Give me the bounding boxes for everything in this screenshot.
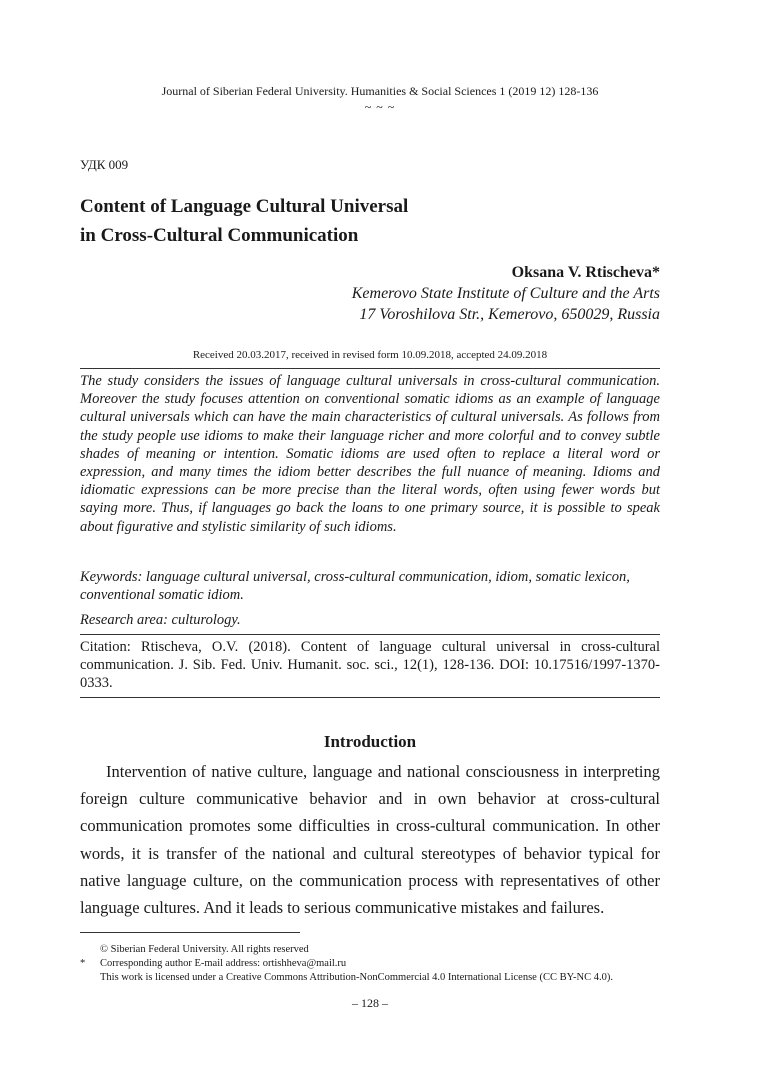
footnote-divider [80, 932, 300, 933]
divider [80, 368, 660, 369]
section-heading: Introduction [323, 732, 417, 751]
divider [80, 634, 660, 635]
paper-title-line-1: Content of Language Cultural Universal [80, 196, 409, 217]
license-text: This work is licensed under a Creative Commons Attribution-NonCommercial 4.0 International License (CC BY-NC 4.0). [100, 972, 613, 983]
citation: Citation: Rtischeva, O.V. (2018). Content of language cultural universal in cross-cultural communication. J. Sib. Fed. Univ. Humanit. soc. sci., 12(1), 128-136. DOI: 10.17516/1997-1370-0333. [80, 639, 660, 692]
paper-title-line-2: in Cross-Cultural Communication [80, 225, 359, 246]
paper-title [80, 192, 680, 250]
footnote-license [80, 971, 700, 984]
author-block [160, 262, 660, 325]
keywords: Keywords: language cultural universal, cross-cultural communication, idiom, somatic lexicon, conventional somatic idiom. [80, 569, 630, 604]
research-area: Research area: culturology. [80, 612, 241, 628]
page-number: – 128 – [352, 996, 388, 1010]
body-paragraph: Intervention of native culture, language and national consciousness in interpreting foreign culture communicative behavior and in own behavior at cross-cultural communication promotes some difficulties in cross-cultural communication. In other words, it is transfer of the national and cultural stereotypes of behavior typical for native language culture, on the communication process with representatives of other language cultures. And it leads to serious communicative mistakes and failures. [80, 762, 660, 918]
received-dates: Received 20.03.2017, received in revised form 10.09.2018, accepted 24.09.2018 [192, 349, 548, 361]
footnote-corresponding [80, 957, 700, 970]
affiliation [160, 283, 660, 325]
affiliation-line-2: 17 Voroshilova Str., Kemerovo, 650029, Russia [359, 306, 660, 323]
copyright-text: © Siberian Federal University. All rights reserved [100, 944, 309, 955]
divider [80, 697, 660, 698]
udk-code: УДК 009 [80, 157, 129, 172]
journal-header: Journal of Siberian Federal University. Humanities & Social Sciences 1 (2019 12) 128-136 [161, 84, 599, 98]
asterisk-mark: * [80, 958, 86, 969]
header-separator: ~ ~ ~ [364, 100, 396, 114]
author-name: Oksana V. Rtischeva* [511, 264, 660, 281]
abstract: The study considers the issues of language cultural universals in cross-cultural communication. Moreover the study focuses attention on conventional somatic idioms as an example of language cultural universals which can have the main characteristics of cultural universals. As follows from the study people use idioms to make their language richer and more colorful and to convey subtle shades of meaning or intention. Somatic idioms are used often to replace a literal word or expression, and many times the idiom better describes the full nuance of meaning. Idioms and idiomatic expressions can be more precise than the literal words, often using fewer words but saying more. Thus, if languages go back the loans to one primary source, it is possible to speak about figurative and stylistic similarity of such idioms. [80, 373, 660, 535]
corresponding-text: Corresponding author E-mail address: ortishheva@mail.ru [100, 958, 347, 969]
affiliation-line-1: Kemerovo State Institute of Culture and the Arts [351, 285, 660, 302]
footnote-copyright [80, 943, 700, 956]
